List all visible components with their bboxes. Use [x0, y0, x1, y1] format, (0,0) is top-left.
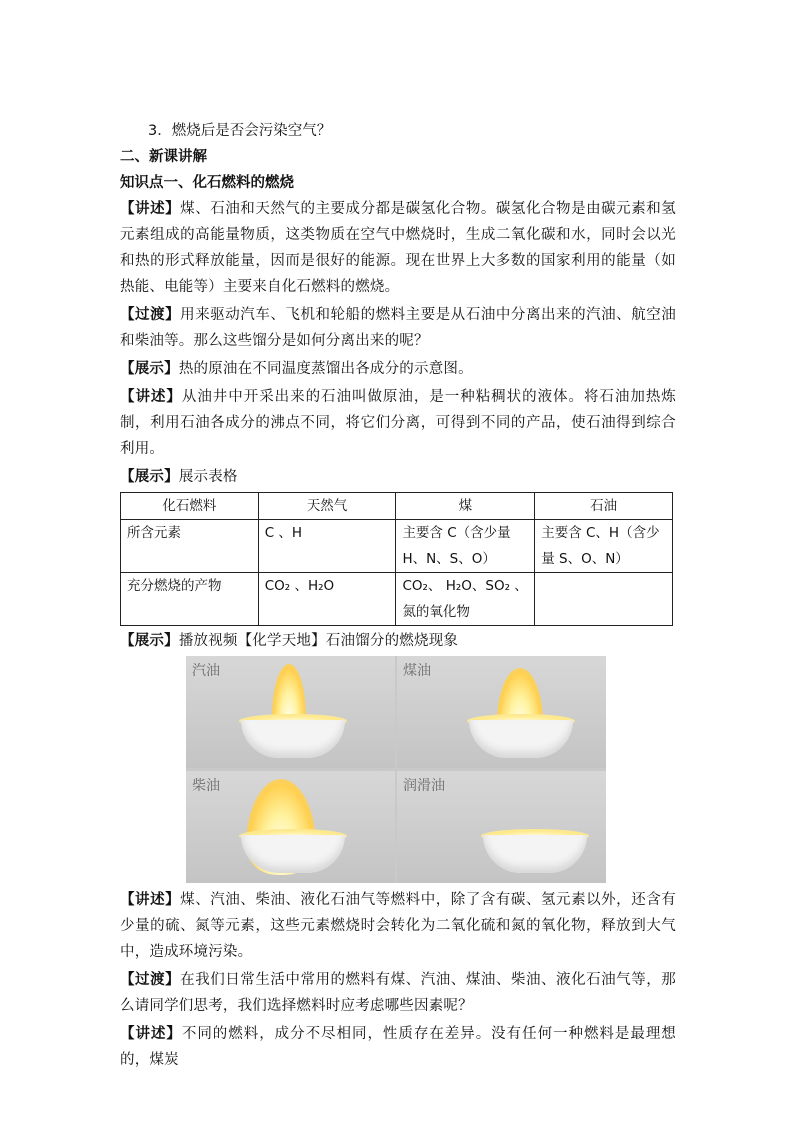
paragraph-text: 播放视频【化学天地】石油馏分的燃烧现象: [178, 633, 459, 649]
bowl-icon: [241, 720, 345, 758]
photo-panel-gasoline: [186, 656, 395, 768]
bowl-icon: [483, 835, 587, 873]
paragraph-text: 展示表格: [178, 469, 238, 485]
table-row: [121, 573, 673, 626]
paragraph-tag: 【过渡】: [120, 972, 181, 988]
table-cell: 充分燃烧的产物: [121, 573, 259, 626]
photo-label: 汽油: [192, 663, 220, 679]
paragraph-text: 煤、汽油、柴油、液化石油气等燃料中，除了含有碳、氢元素以外，还含有少量的硫、氮等元素，这些元素燃烧时会转化为二氧化硫和氮的氧化物，释放到大气中，造成环境污染。: [120, 892, 676, 960]
photo-panel-kerosene: [397, 656, 606, 768]
paragraph-tag: 【讲述】: [120, 389, 182, 405]
section-heading: 二、新课讲解: [120, 149, 207, 165]
fossil-fuel-table: [120, 492, 673, 626]
paragraph-text: 热的原油在不同温度蒸馏出各成分的示意图。: [178, 361, 473, 377]
combustion-photo: [186, 656, 606, 883]
paragraph-tag: 【讲述】: [120, 1026, 182, 1042]
paragraph: [120, 628, 676, 654]
table-cell: 所含元素: [121, 520, 259, 573]
paragraph-tag: 【展示】: [120, 633, 179, 649]
photo-label: 煤油: [403, 663, 431, 679]
table-cell: C 、H: [258, 520, 396, 573]
table-header-cell: 煤: [396, 493, 535, 520]
table-header-cell: 石油: [535, 493, 673, 520]
paragraph-text: 从油井中开采出来的石油叫做原油，是一种粘稠状的液体。将石油加热炼制，利用石油各成分的沸点不同，将它们分离，可得到不同的产品，使石油得到综合利用。: [120, 389, 676, 457]
paragraph: [120, 196, 676, 300]
table-header-cell: 天然气: [258, 493, 396, 520]
paragraph: [120, 464, 676, 490]
photo-label: 润滑油: [403, 778, 445, 794]
paragraph-tag: 【过渡】: [120, 307, 181, 323]
knowledge-point-heading: 知识点一、化石燃料的燃烧: [120, 175, 294, 191]
paragraph-tag: 【讲述】: [120, 892, 181, 908]
paragraph-tag: 【展示】: [120, 361, 179, 377]
table-cell: 主要含 C（含少量 H、N、S、O）: [396, 520, 535, 573]
table-cell: CO₂ 、H₂O: [258, 573, 396, 626]
paragraph-tag: 【讲述】: [120, 201, 181, 217]
table-cell: CO₂、 H₂O、SO₂ 、氮的氧化物: [396, 573, 535, 626]
table-header-row: [121, 493, 673, 520]
bowl-icon: [469, 720, 573, 758]
table-cell: [535, 573, 673, 626]
paragraph-text: 煤、石油和天然气的主要成分都是碳氢化合物。碳氢化合物是由碳元素和氢元素组成的高能量物质，这类物质在空气中燃烧时，生成二氧化碳和水，同时会以光和热的形式释放能量，因而是很好的能源。现在世界上大多数的国家利用的能量（如热能、电能等）主要来自化石燃料的燃烧。: [120, 201, 676, 295]
paragraph: [120, 887, 676, 965]
paragraph: [120, 356, 676, 382]
item-3: 3．燃烧后是否会污染空气？: [148, 123, 332, 139]
paragraph: [120, 384, 676, 462]
paragraph-text: 不同的燃料，成分不尽相同，性质存在差异。没有任何一种燃料是最理想的，煤炭: [120, 1026, 676, 1068]
table-cell: 主要含 C、H（含少量 S、O、N）: [535, 520, 673, 573]
paragraph: [120, 302, 676, 354]
table-header-cell: 化石燃料: [121, 493, 259, 520]
photo-label: 柴油: [192, 778, 220, 794]
photo-panel-diesel: [186, 771, 395, 883]
photo-panel-lubricant: [397, 771, 606, 883]
paragraph-tag: 【展示】: [120, 469, 179, 485]
paragraph: [120, 1021, 676, 1073]
paragraph-text: 用来驱动汽车、飞机和轮船的燃料主要是从石油中分离出来的汽油、航空油和柴油等。那么这些馏分是如何分离出来的呢？: [120, 307, 676, 349]
table-row: [121, 520, 673, 573]
document-page: [120, 118, 676, 1075]
paragraph-text: 在我们日常生活中常用的燃料有煤、汽油、煤油、柴油、液化石油气等，那么请同学们思考，我们选择燃料时应考虑哪些因素呢？: [120, 972, 676, 1014]
paragraph: [120, 967, 676, 1019]
